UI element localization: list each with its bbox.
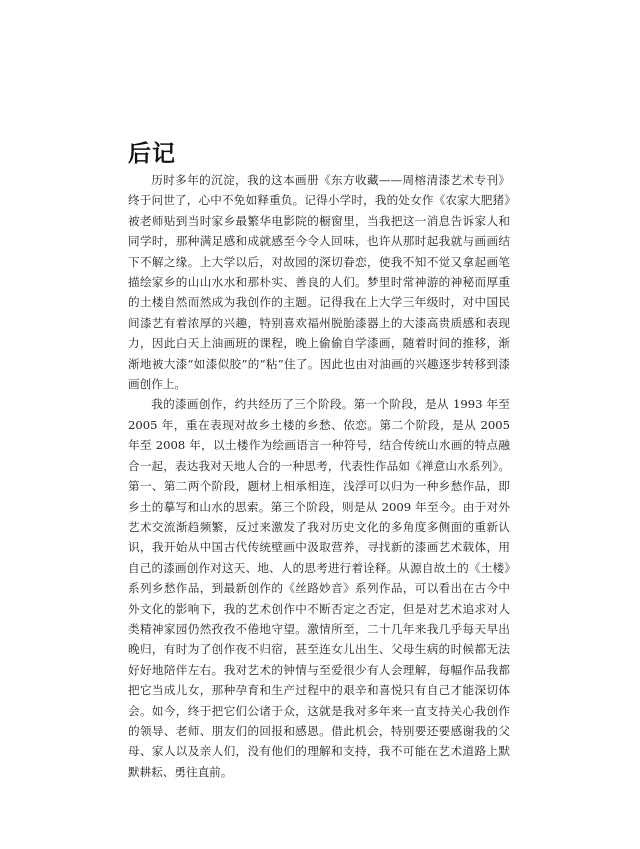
body-text	[128, 170, 510, 782]
paragraph-2: 我的漆画创作，约共经历了三个阶段。第一个阶段，是从 1993 年至 2005 年，重在表现对故乡土楼的乡愁、依恋。第二个阶段，是从 2005 年至 2008 年，以土楼作为绘画语言一种符号，结合传统山水画的特点融合一起，表达我对天地人合的一种思考，代表性作品如《禅意山水系列》。第一、第二两个阶段，题材上相承相连，浅浮可以归为一种乡愁作品，即乡土的摹写和山水的思索。第三个阶段，则是从 2009 年至今。由于对外艺术交流渐趋频繁，反过来激发了我对历史文化的多角度多侧面的重新认识，我开始从中国古代传统壁画中汲取营养，寻找新的漆画艺术载体，用自己的漆画创作对这天、地、人的思考进行着诠释。从源自故土的《土楼》系列乡愁作品，到最新创作的《丝路妙音》系列作品，可以看出在古今中外文化的影响下，我的艺术创作中不断否定之否定，但是对艺术追求对人类精神家园仍然孜孜不倦地守望。激情所至，二十几年来我几乎每天早出晚归，有时为了创作夜不归宿，甚至连女儿出生、父母生病的时候都无法好好地陪伴左右。我对艺术的钟情与至爱很少有人会理解，每幅作品我都把它当成儿女，那种孕育和生产过程中的艰辛和喜悦只有自己才能深切体会。如今，终于把它们公诸于众，这就是我对多年来一直支持关心我创作的领导、老师、朋友们的回报和感恩。借此机会，特别要还要感谢我的父母、家人以及亲人们，没有他们的理解和支持，我不可能在艺术道路上默默耕耘、勇往直前。	[128, 397, 510, 779]
paragraph-1: 历时多年的沉淀，我的这本画册《东方收藏——周榕清漆艺术专刊》终于问世了，心中不免如释重负。记得小学时，我的处女作《农家大肥猪》被老师贴到当时家乡最繁华电影院的橱窗里，当我把这一消息告诉家人和同学时，那种满足感和成就感至今令人回味，也许从那时起我就与画画结下不解之缘。上大学以后，对故园的深切眷恋，使我不知不觉又拿起画笔描绘家乡的山山水水和那朴实、善良的人们。梦里时常神游的神秘而厚重的土楼自然而然成为我创作的主题。记得我在上大学三年级时，对中国民间漆艺有着浓厚的兴趣，特别喜欢福州脱胎漆器上的大漆高贵质感和表现力，因此白天上油画班的课程，晚上偷偷自学漆画，随着时间的推移，渐渐地被大漆“如漆似胶”的“粘”住了。因此也由对油画的兴趣逐步转移到漆画创作上。	[128, 173, 510, 392]
page-title: 后记	[128, 141, 176, 167]
